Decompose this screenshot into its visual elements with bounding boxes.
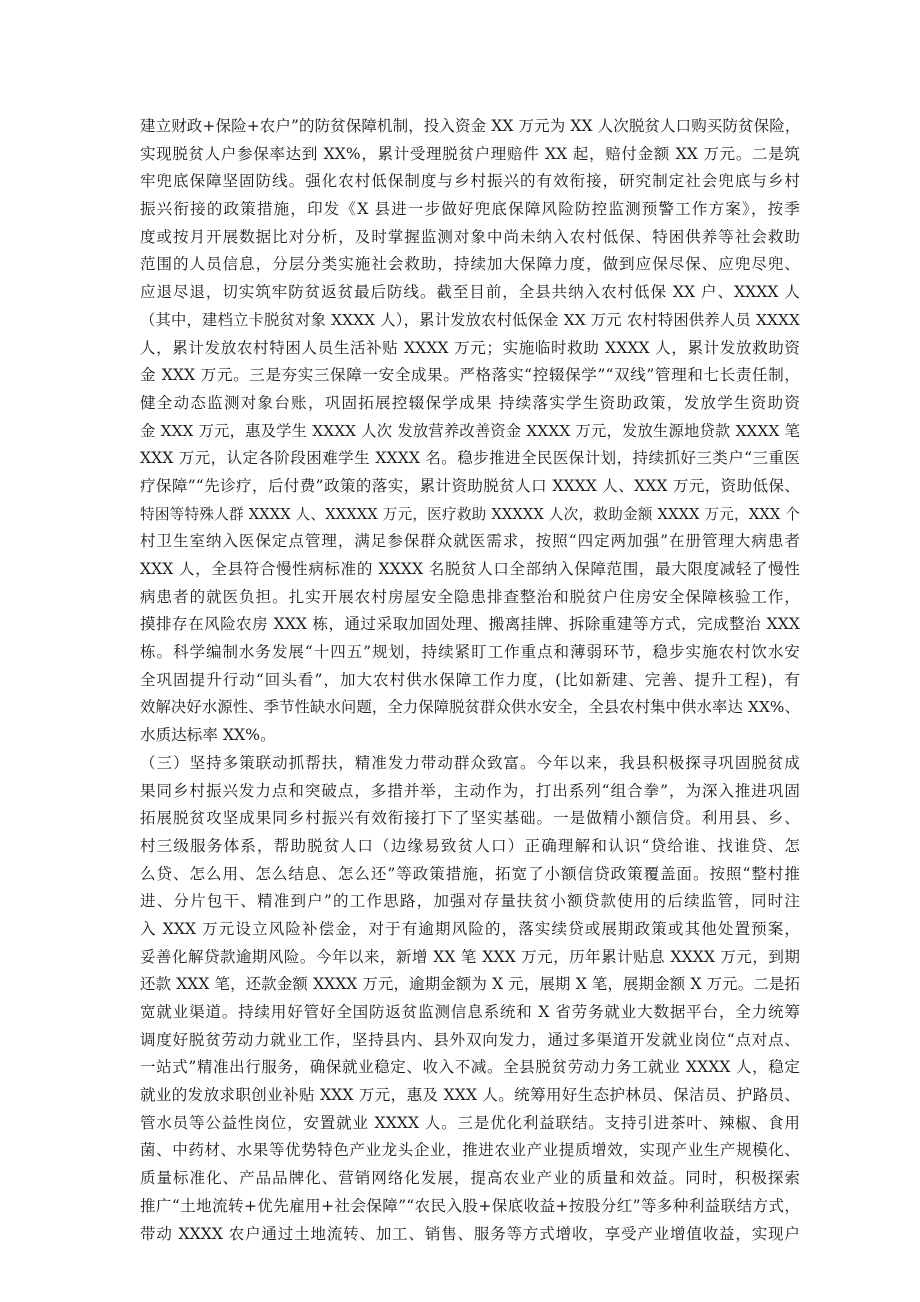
text-line: 质量标准化、产品品牌化、营销网络化发展，提高农业产业的质量和效益。同时，积极探索 [140,1169,800,1188]
text-line: 推广“土地流转+优先雇用+社会保障”“农民入股+保底收益+按股分红”等多种利益联结方式， [140,1196,800,1215]
text-line: 范围的人员信息，分层分类实施社会救助，持续加大保障力度，做到应保尽保、应兜尽兜、 [140,255,800,274]
text-line: 栋。科学编制水务发展“十四五”规划，持续紧盯工作重点和薄弱环节，稳步实施农村饮水安 [140,643,800,662]
text-line: 人，累计发放农村特困人员生活补贴 XXXX 万元；实施临时救助 XXXX 人，累计发放救助资 [140,338,800,357]
text-line: （三）坚持多策联动抓帮扶，精准发力带动群众致富。今年以来，我县积极探寻巩固脱贫成 [140,753,800,772]
text-line: 入 XXX 万元设立风险补偿金，对于有逾期风险的，落实续贷或展期政策或其他处置预案， [140,919,800,938]
text-line: 特困等特殊人群 XXXX 人、XXXXX 万元，医疗救助 XXXXX 人次，救助金额 XXXX 万元，XXX 个 [140,505,800,523]
text-line: 调度好脱贫劳动力就业工作，坚持县内、县外双向发力，通过多渠道开发就业岗位“点对点、 [140,1030,800,1049]
text-line: 病患者的就医负担。扎实开展农村房屋安全隐患排查整治和脱贫户住房安全保障核验工作， [140,587,800,606]
body-text [140,113,800,1248]
text-line: （其中，建档立卡脱贫对象 XXXX 人），累计发放农村低保金 XX 万元 农村特困供养人员 XXXX [140,310,800,329]
text-line: 管水员等公益性岗位，安置就业 XXXX 人。三是优化利益联结。支持引进茶叶、辣椒、食用 [140,1113,800,1132]
text-line: 果同乡村振兴发力点和突破点，多措并举，主动作为，打出系列“组合拳”，为深入推进巩固 [140,781,800,800]
text-line: 拓展脱贫攻坚成果同乡村振兴有效衔接打下了坚实基础。一是做精小额信贷。利用县、乡、 [140,809,800,828]
text-line: 村三级服务体系，帮助脱贫人口（边缘易致贫人口）正确理解和认识“贷给谁、找谁贷、怎 [140,836,800,855]
text-line: 妥善化解贷款逾期风险。今年以来，新增 XX 笔 XXX 万元，历年累计贴息 XXXX 万元，到期 [140,947,800,966]
text-line: 菌、中药材、水果等优势特色产业龙头企业，推进农业产业提质增效，实现产业生产规模化、 [140,1141,800,1160]
text-line: 健全动态监测对象台账，巩固拓展控辍保学成果 持续落实学生资助政策，发放学生资助资 [140,393,800,412]
text-line: 实现脱贫人户参保率达到 XX%，累计受理脱贫户理赔件 XX 起，赔付金额 XX 万元。二是筑 [140,144,800,163]
text-line: 水质达标率 XX%。 [140,726,276,745]
text-line: 振兴衔接的政策措施，印发《X 县进一步做好兜底保障风险防控监测预警工作方案》，按季 [140,200,800,219]
text-line: 金 XXX 万元，惠及学生 XXXX 人次 发放营养改善资金 XXXX 万元，发放生源地贷款 XXXX 笔 [140,421,800,440]
text-line: 摸排存在风险农房 XXX 栋，通过采取加固处理、搬离挂牌、拆除重建等方式，完成整治 XXX [140,615,800,634]
text-line: 村卫生室纳入医保定点管理，满足参保群众就医需求，按照“四定两加强”在册管理大病患者 [140,532,800,551]
text-line: 牢兜底保障坚固防线。强化农村低保制度与乡村振兴的有效衔接，研究制定社会兜底与乡村 [140,172,800,191]
text-line: 疗保障”“先诊疗，后付费”政策的落实，累计资助脱贫人口 XXXX 人、XXX 万元，资助低保、 [140,476,800,495]
text-line: 全巩固提升行动“回头看”，加大农村供水保障工作力度，(比如新建、完善、提升工程)，有 [140,670,800,689]
text-line: 度或按月开展数据比对分析，及时掌握监测对象中尚未纳入农村低保、特困供养等社会救助 [140,227,800,246]
text-line: 建立财政+保险+农户”的防贫保障机制，投入资金 XX 万元为 XX 人次脱贫人口购买防贫保险， [140,117,801,135]
text-line: 金 XXX 万元。三是夯实三保障一安全成果。严格落实“控辍保学”“双线”管理和七长责任制， [140,366,800,385]
text-line: 还款 XXX 笔，还款金额 XXXX 万元，逾期金额为 X 元，展期 X 笔，展期金额 X 万元。二是拓 [140,975,800,994]
text-line: 效解决好水源性、季节性缺水问题，全力保障脱贫群众供水安全，全县农村集中供水率达 XX%、 [140,698,800,717]
text-line: XXX 万元，认定各阶段困难学生 XXXX 名。稳步推进全民医保计划，持续抓好三类户“三重医 [140,449,800,468]
text-line: 带动 XXXX 农户通过土地流转、加工、销售、服务等方式增收，享受产业增值收益，实现户 [140,1224,800,1243]
text-line: 宽就业渠道。持续用好管好全国防返贫监测信息系统和 X 省劳务就业大数据平台，全力统筹 [140,1003,800,1021]
text-line: 一站式”精准出行服务，确保就业稳定、收入不减。全县脱贫劳动力务工就业 XXXX 人，稳定 [140,1058,800,1077]
text-line: 进、分片包干、精准到户”的工作思路，加强对存量扶贫小额贷款使用的后续监管，同时注 [140,892,800,911]
text-line: 么贷、怎么用、怎么结息、怎么还”等政策措施，拓宽了小额信贷政策覆盖面。按照“整村推 [140,864,800,883]
text-line: 就业的发放求职创业补贴 XXX 万元，惠及 XXX 人。统筹用好生态护林员、保洁员、护路员、 [140,1086,800,1105]
text-line: 应退尽退，切实筑牢防贫返贫最后防线。截至目前，全县共纳入农村低保 XX 户、XXXX 人 [140,283,800,302]
text-line: XXX 人，全县符合慢性病标准的 XXXX 名脱贫人口全部纳入保障范围，最大限度减轻了慢性 [140,560,800,578]
